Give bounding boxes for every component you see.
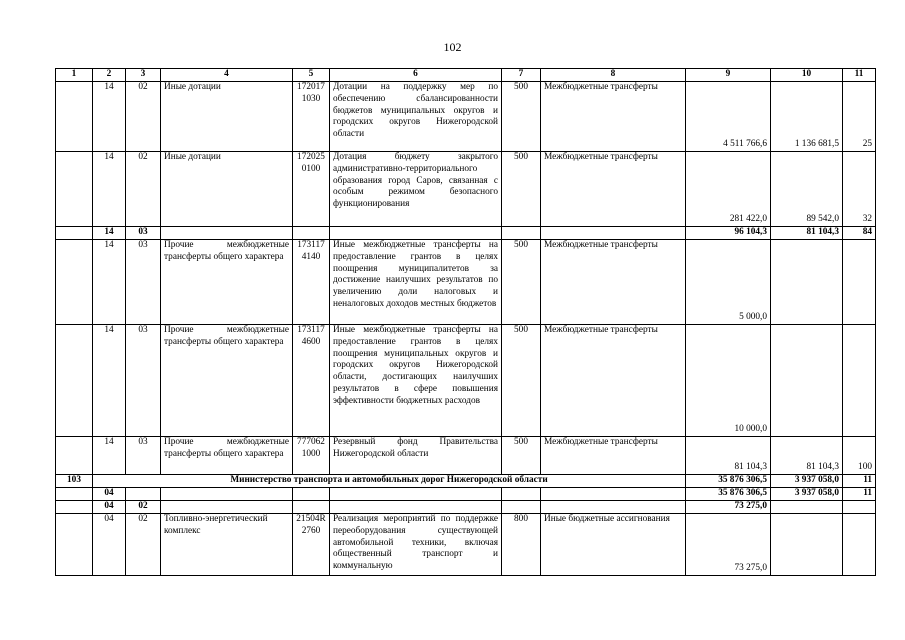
cell-amount: 35 876 306,5 [686, 488, 771, 501]
cell-amount: 73 275,0 [686, 501, 771, 514]
cell-target-code [293, 488, 330, 501]
cell-expense-name [541, 501, 686, 514]
cell-subsection: 02 [126, 514, 161, 576]
cell-name [161, 227, 293, 240]
cell-code [56, 325, 93, 437]
ministry-row [56, 475, 876, 488]
cell-expense-name [541, 488, 686, 501]
table-row [56, 152, 876, 227]
cell-section: 14 [93, 437, 126, 475]
cell-description: Иные межбюджетные трансферты на предоставление грантов в целях поощрения муниципалитетов за достижение наилучших результатов по увеличению доли налоговых и неналоговых доходов местных бюджетов [330, 240, 502, 325]
cell-description: Реализация мероприятий по поддержке переоборудования существующей автомобильной техники, включая общественный транспорт и коммунальную [330, 514, 502, 576]
column-header: 7 [502, 69, 541, 82]
cell-amount-2 [771, 240, 843, 325]
cell-expense-name: Межбюджетные трансферты [541, 325, 686, 437]
cell-code [56, 488, 93, 501]
cell-name [161, 501, 293, 514]
cell-name: Прочие межбюджетные трансферты общего характера [161, 437, 293, 475]
cell-amount: 281 422,0 [686, 152, 771, 227]
cell-section: 14 [93, 240, 126, 325]
cell-expense-type: 500 [502, 240, 541, 325]
table-row [56, 437, 876, 475]
cell-target-code [293, 501, 330, 514]
cell-amount-2 [771, 325, 843, 437]
cell-section: 04 [93, 501, 126, 514]
cell-expense-name: Межбюджетные трансферты [541, 152, 686, 227]
subtotal-row [56, 227, 876, 240]
cell-name: Прочие межбюджетные трансферты общего характера [161, 325, 293, 437]
header-row [56, 69, 876, 82]
column-header: 8 [541, 69, 686, 82]
cell-amount: 35 876 306,5 [686, 475, 771, 488]
subsection-row [56, 501, 876, 514]
cell-code [56, 82, 93, 152]
cell-amount-2 [771, 501, 843, 514]
cell-subsection: 03 [126, 325, 161, 437]
cell-target-code: 172017 1030 [293, 82, 330, 152]
cell-ministry-code: 103 [56, 475, 93, 488]
column-header: 6 [330, 69, 502, 82]
cell-subsection: 03 [126, 437, 161, 475]
cell-section: 04 [93, 488, 126, 501]
cell-percent: 84 [843, 227, 876, 240]
cell-section: 14 [93, 82, 126, 152]
cell-name: Иные дотации [161, 82, 293, 152]
cell-amount-2: 81 104,3 [771, 227, 843, 240]
page-number: 102 [443, 40, 462, 54]
cell-target-code [293, 227, 330, 240]
cell-target-code: 173117 4600 [293, 325, 330, 437]
cell-amount: 4 511 766,6 [686, 82, 771, 152]
cell-amount: 73 275,0 [686, 514, 771, 576]
cell-percent [843, 325, 876, 437]
cell-amount-2: 3 937 058,0 [771, 475, 843, 488]
cell-expense-type: 500 [502, 325, 541, 437]
cell-description [330, 488, 502, 501]
cell-expense-type: 500 [502, 152, 541, 227]
cell-percent: 32 [843, 152, 876, 227]
table-row [56, 325, 876, 437]
cell-name: Прочие межбюджетные трансферты общего характера [161, 240, 293, 325]
cell-subsection: 02 [126, 501, 161, 514]
cell-subsection: 03 [126, 227, 161, 240]
cell-subsection: 02 [126, 152, 161, 227]
cell-amount: 5 000,0 [686, 240, 771, 325]
column-header: 11 [843, 69, 876, 82]
cell-expense-name: Межбюджетные трансферты [541, 82, 686, 152]
cell-amount: 10 000,0 [686, 325, 771, 437]
cell-code [56, 501, 93, 514]
table-row [56, 82, 876, 152]
cell-subsection [126, 488, 161, 501]
cell-expense-name: Межбюджетные трансферты [541, 437, 686, 475]
cell-subsection: 02 [126, 82, 161, 152]
cell-expense-name [541, 227, 686, 240]
cell-section: 14 [93, 227, 126, 240]
cell-amount-2: 81 104,3 [771, 437, 843, 475]
cell-percent [843, 240, 876, 325]
cell-description [330, 501, 502, 514]
cell-description [330, 227, 502, 240]
budget-table [55, 68, 876, 576]
cell-amount: 96 104,3 [686, 227, 771, 240]
column-header: 3 [126, 69, 161, 82]
cell-description: Иные межбюджетные трансферты на предоставление грантов в целях поощрения муниципальных округов и городских округов Нижегородской области, достигающих наилучших результатов в сфере повышения эффективности бюджетных расходов [330, 325, 502, 437]
column-header: 2 [93, 69, 126, 82]
cell-expense-type: 500 [502, 437, 541, 475]
cell-description: Дотация бюджету закрытого административно-территориального образования город Саров, связанная с особым режимом безопасного функционирования [330, 152, 502, 227]
cell-section: 04 [93, 514, 126, 576]
column-header: 10 [771, 69, 843, 82]
cell-target-code: 172025 0100 [293, 152, 330, 227]
column-header: 4 [161, 69, 293, 82]
cell-expense-name: Иные бюджетные ассигнования [541, 514, 686, 576]
cell-amount: 81 104,3 [686, 437, 771, 475]
cell-expense-name: Межбюджетные трансферты [541, 240, 686, 325]
cell-amount-2: 89 542,0 [771, 152, 843, 227]
cell-expense-type: 800 [502, 514, 541, 576]
cell-code [56, 514, 93, 576]
cell-percent: 100 [843, 437, 876, 475]
cell-name [161, 488, 293, 501]
cell-percent: 11 [843, 475, 876, 488]
cell-code [56, 437, 93, 475]
cell-percent [843, 501, 876, 514]
cell-description: Дотации на поддержку мер по обеспечению сбалансированности бюджетов муниципальных округов и городских округов Нижегородской области [330, 82, 502, 152]
cell-code [56, 152, 93, 227]
cell-code [56, 227, 93, 240]
cell-target-code: 173117 4140 [293, 240, 330, 325]
cell-percent [843, 514, 876, 576]
cell-name: Топливно-энергетический комплекс [161, 514, 293, 576]
cell-expense-type: 500 [502, 82, 541, 152]
cell-percent: 11 [843, 488, 876, 501]
cell-expense-type [502, 501, 541, 514]
cell-section: 14 [93, 325, 126, 437]
section-row [56, 488, 876, 501]
cell-amount-2: 1 136 681,5 [771, 82, 843, 152]
table-row [56, 514, 876, 576]
column-header: 5 [293, 69, 330, 82]
column-header: 9 [686, 69, 771, 82]
cell-expense-type [502, 227, 541, 240]
cell-name: Иные дотации [161, 152, 293, 227]
cell-expense-type [502, 488, 541, 501]
cell-section: 14 [93, 152, 126, 227]
column-header: 1 [56, 69, 93, 82]
cell-percent: 25 [843, 82, 876, 152]
cell-code [56, 240, 93, 325]
cell-amount-2 [771, 514, 843, 576]
table-row [56, 240, 876, 325]
cell-target-code: 777062 1000 [293, 437, 330, 475]
cell-subsection: 03 [126, 240, 161, 325]
cell-description: Резервный фонд Правительства Нижегородской области [330, 437, 502, 475]
ministry-title: Министерство транспорта и автомобильных дорог Нижегородской области [93, 475, 686, 488]
cell-target-code: 21504R 2760 [293, 514, 330, 576]
cell-amount-2: 3 937 058,0 [771, 488, 843, 501]
